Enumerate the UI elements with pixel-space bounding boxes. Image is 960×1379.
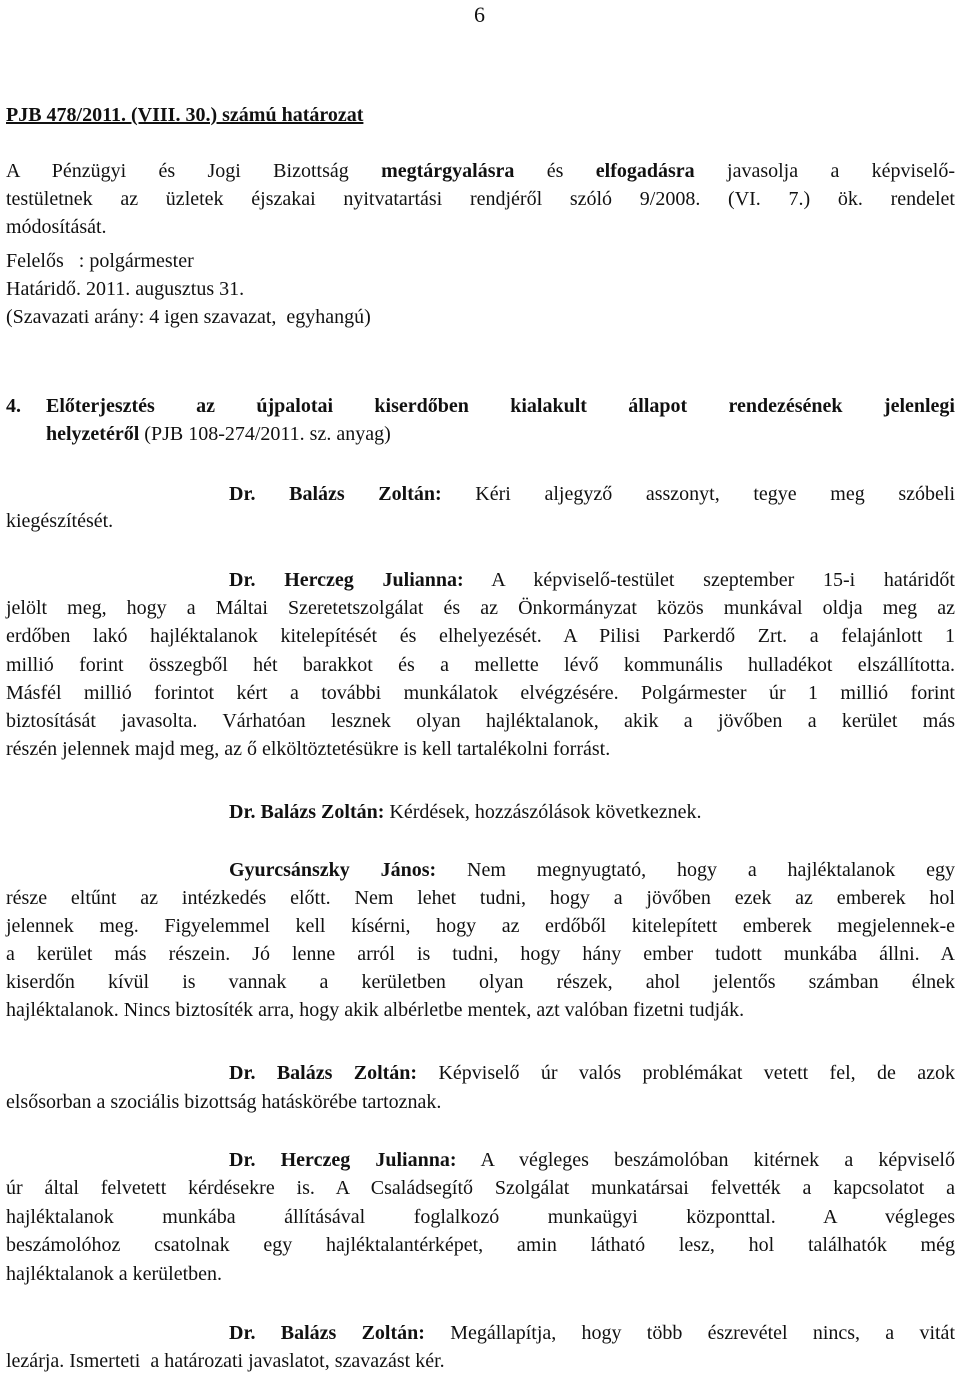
speech-6-line-3: hajléktalanok munkába állításával foglalkozó munkaügyi központtal. A végleges [6,1206,955,1228]
speech-7-line-2: lezárja. Ismerteti a határozati javaslatot, szavazást kér. [6,1350,445,1372]
speech-2-line-2: jelölt meg, hogy a Máltai Szeretetszolgálat és az Önkormányzat közös munkával oldja meg az [6,597,955,619]
speaker-name: Dr. Balázs Zoltán: [229,1062,418,1084]
agenda-item-number: 4. [6,395,21,417]
speaker-name: Dr. Balázs Zoltán: [229,483,442,505]
speaker-name: Dr. Herczeg Julianna: [229,1149,457,1171]
resolution-deadline: Határidő. 2011. augusztus 31. [6,278,245,300]
speech-2-line-3: erdőben lakó hajléktalanok kitelepítését és elhelyezését. A Pilisi Parkerdő Zrt. a felajánlott 1 [6,625,955,647]
speaker-name: Dr. Balázs Zoltán: [229,801,385,823]
speech-2-line-6: biztosítását javasolta. Várhatóan lesznek olyan hajléktalanok, akik a jövőben a kerület más [6,710,955,732]
resolution-line-3: módosítását. [6,216,107,238]
speech-4-line-1: Gyurcsánszky János: Nem megnyugtató, hogy a hajléktalanok egy [229,859,955,881]
resolution-title: PJB 478/2011. (VIII. 30.) számú határozat [6,104,364,126]
speech-2-line-5: Másfél millió forintot kért a további munkálatok elvégzésére. Polgármester úr 1 millió forint [6,682,955,704]
page-number: 6 [474,2,485,27]
resolution-responsible: Felelős : polgármester [6,250,194,272]
speaker-name: Dr. Herczeg Julianna: [229,569,464,591]
speech-4-line-3: jelennek meg. Figyelemmel kell kísérni, hogy az erdőből kitelepített emberek megjelennek-e [6,915,955,937]
speech-5-line-2: elsősorban a szociális bizottság hatáskörébe tartoznak. [6,1091,442,1113]
speech-6-line-1: Dr. Herczeg Julianna: A végleges beszámolóban kitérnek a képviselő [229,1149,955,1171]
speaker-name: Dr. Balázs Zoltán: [229,1322,425,1344]
speech-4-line-2: része eltűnt az intézkedés előtt. Nem lehet tudni, hogy a jövőben ezek az emberek hol [6,887,955,909]
agenda-item-title-2: helyzetéről (PJB 108-274/2011. sz. anyag) [46,423,391,445]
speech-4-line-4: a kerület más részein. Jó lenne arról is tudni, hogy hány ember tudott munkába állni. A [6,943,955,965]
speech-2-line-7: részén jelennek majd meg, az ő elköltöztetésükre is kell tartalékolni forrást. [6,738,611,760]
speech-1-line-2: kiegészítését. [6,510,114,532]
agenda-item-title: Előterjesztés az újpalotai kiserdőben kialakult állapot rendezésének jelenlegi [46,395,955,417]
resolution-vote: (Szavazati arány: 4 igen szavazat, egyhangú) [6,306,371,328]
speech-5-line-1: Dr. Balázs Zoltán: Képviselő úr valós problémákat vetett fel, de azok [229,1062,955,1084]
speech-6-line-2: úr által felvetett kérdésekre is. A Családsegítő Szolgálat munkatársai felvették a kapcsolatot a [6,1177,955,1199]
speech-4-line-6: hajléktalanok. Nincs biztosíték arra, hogy akik albérletbe mentek, azt valóban fizetni tudják. [6,999,745,1021]
speech-2-line-1: Dr. Herczeg Julianna: A képviselő-testület szeptember 15-i határidőt [229,569,955,591]
speaker-name: Gyurcsánszky János: [229,859,437,881]
resolution-line-2: testületnek az üzletek éjszakai nyitvatartási rendjéről szóló 9/2008. (VI. 7.) ök. rendelet [6,188,955,210]
speech-3-line-1: Dr. Balázs Zoltán: Kérdések, hozzászólások következnek. [229,801,702,823]
speech-2-line-4: millió forint összegből hét barakkot és a mellette lévő kommunális hulladékot elszállította. [6,654,955,676]
speech-6-line-5: hajléktalanok a kerületben. [6,1263,223,1285]
speech-7-line-1: Dr. Balázs Zoltán: Megállapítja, hogy több észrevétel nincs, a vitát [229,1322,955,1344]
speech-1-line-1: Dr. Balázs Zoltán: Kéri aljegyző asszonyt, tegye meg szóbeli [229,483,955,505]
speech-6-line-4: beszámolóhoz csatolnak egy hajléktalantérképet, amin látható lesz, hol találhatók még [6,1234,955,1256]
resolution-line-1: A Pénzügyi és Jogi Bizottság megtárgyalásra és elfogadásra javasolja a képviselő- [6,160,955,182]
speech-4-line-5: kiserdőn kívül is vannak a kerületben olyan részek, ahol jelentős számban élnek [6,971,955,993]
